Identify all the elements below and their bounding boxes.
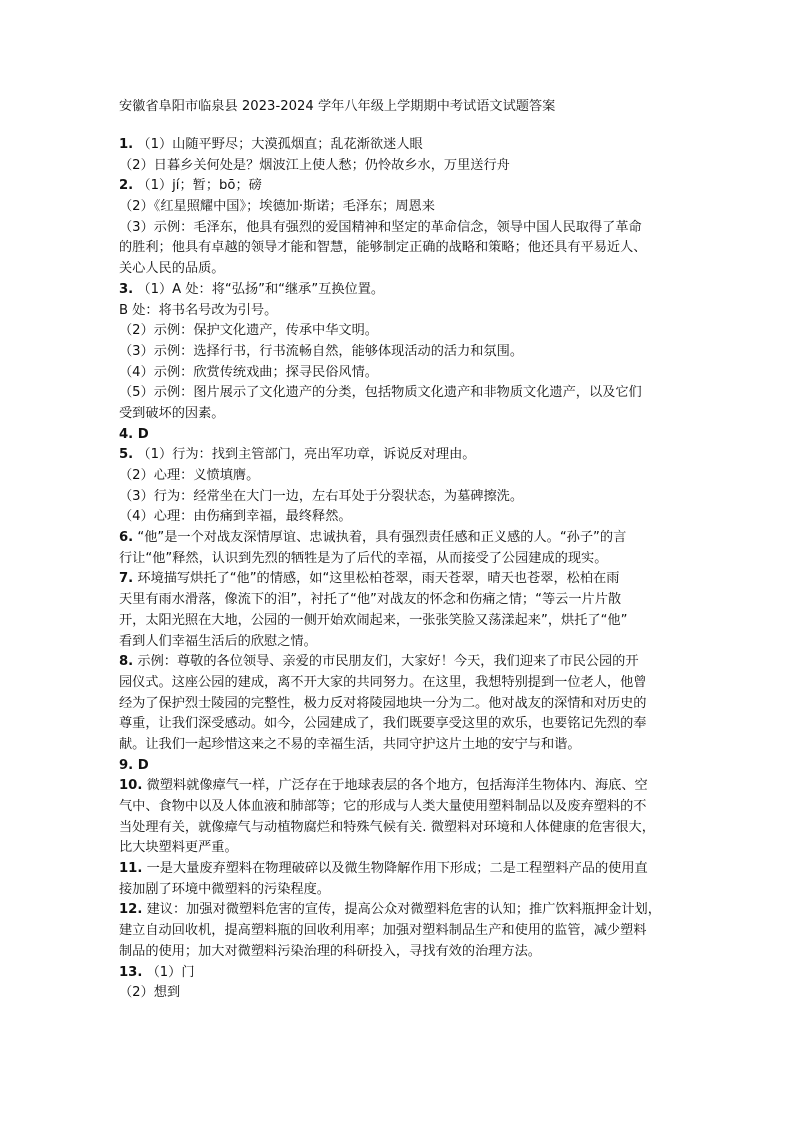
answer-line — [119, 797, 687, 818]
answer-line — [119, 321, 687, 342]
answer-text: （1）行为：找到主管部门，亮出军功章，诉说反对理由。 — [133, 447, 476, 463]
answer-line — [119, 963, 687, 984]
answer-text: （3）示例：毛泽东，他具有强烈的爱国精神和坚定的革命信念，领导中国人民取得了革命 — [119, 219, 642, 235]
answer-content — [119, 135, 687, 1004]
answer-text: 一是大量废弃塑料在物理破碎以及微生物降解作用下形成；二是工程塑料产品的使用直 — [142, 861, 648, 877]
answer-text: （2）《红星照耀中国》；埃德加·斯诺；毛泽东；周恩来 — [119, 199, 435, 215]
answer-text: （2）想到 — [119, 985, 181, 1001]
question-number: 9. D — [119, 757, 149, 773]
answer-text: （3）示例：选择行书，行书流畅自然，能够体现活动的活力和氛围。 — [119, 343, 524, 359]
answer-text: （2）示例：保护文化遗产，传承中华文明。 — [119, 323, 378, 339]
answer-line — [119, 363, 687, 384]
answer-text: 接加剧了环境中微塑料的污染程度。 — [119, 881, 330, 897]
question-number: 6. — [119, 530, 134, 546]
question-number: 11. — [119, 861, 143, 877]
answer-text: （4）示例：欣赏传统戏曲；探寻民俗风情。 — [119, 364, 378, 380]
answer-line — [119, 735, 687, 756]
answer-line — [119, 859, 687, 880]
answer-line — [119, 445, 687, 466]
answer-text: B 处：将书名号改为引号。 — [119, 302, 278, 318]
answer-text: （1）A 处：将“弘扬”和“继承”互换位置。 — [133, 281, 385, 297]
answer-line — [119, 900, 687, 921]
answer-line — [119, 238, 687, 259]
answer-text: 关心人民的品质。 — [119, 261, 225, 277]
answer-text: 行让“他”释然，认识到先烈的牺牲是为了后代的幸福，从而接受了公园建成的现实。 — [119, 550, 608, 566]
answer-line — [119, 176, 687, 197]
answer-line — [119, 301, 687, 322]
answer-line — [119, 611, 687, 632]
answer-text: 尊重，让我们深受感动。如今，公园建成了，我们既要享受这里的欢乐，也要铭记先烈的奉 — [119, 716, 647, 732]
answer-line — [119, 425, 687, 446]
answer-text: 建立自动回收机，提高塑料瓶的回收利用率；加强对塑料制品生产和使用的监管，减少塑料 — [119, 923, 647, 939]
answer-text: 看到人们幸福生活后的欣慰之情。 — [119, 633, 317, 649]
answer-text: （5）示例：图片展示了文化遗产的分类，包括物质文化遗产和非物质文化遗产，以及它们 — [119, 385, 642, 401]
answer-line — [119, 528, 687, 549]
answer-text: 制品的使用；加大对微塑料污染治理的科研投入，寻找有效的治理方法。 — [119, 943, 541, 959]
answer-line — [119, 694, 687, 715]
answer-text: 的胜利；他具有卓越的领导才能和智慧，能够制定正确的战略和策略；他还具有平易近人、 — [119, 240, 647, 256]
answer-text: 示例：尊敬的各位领导、亲爱的市民朋友们，大家好！今天，我们迎来了市民公园的开 — [133, 654, 639, 670]
answer-text: 天里有雨水滑落，像流下的泪”，衬托了“他”对战友的怀念和伤痛之情；“等云一片片散 — [119, 592, 622, 608]
question-number: 7. — [119, 571, 134, 587]
question-number: 10. — [119, 778, 143, 794]
question-number: 4. D — [119, 426, 149, 442]
answer-text: 献。让我们一起珍惜这来之不易的幸福生活，共同守护这片土地的安宁与和谐。 — [119, 736, 581, 752]
answer-line — [119, 549, 687, 570]
answer-text: 经为了保护烈士陵园的完整性，极力反对将陵园地块一分为二。他对战友的深情和对历史的 — [119, 695, 647, 711]
answer-text: 环境描写烘托了“他”的情感，如“这里松柏苍翠，雨天苍翠，晴天也苍翠，松柏在雨 — [133, 571, 620, 587]
answer-line — [119, 838, 687, 859]
answer-text: 建议：加强对微塑料危害的宣传，提高公众对微塑料危害的认知；推广饮料瓶押金计划， — [142, 902, 661, 918]
answer-text: （1）jí；暂；bō；磅 — [133, 178, 262, 194]
answer-text: 开，太阳光照在大地，公园的一侧开始欢闹起来，一张张笑脸又荡漾起来”，烘托了“他” — [119, 612, 628, 628]
answer-text: （3）行为：经常坐在大门一边，左右耳处于分裂状态，为墓碑擦洗。 — [119, 488, 524, 504]
answer-line — [119, 404, 687, 425]
answer-line — [119, 569, 687, 590]
answer-line — [119, 280, 687, 301]
answer-text: （1）门 — [142, 964, 195, 980]
answer-line — [119, 942, 687, 963]
answer-line — [119, 487, 687, 508]
answer-line — [119, 342, 687, 363]
answer-line — [119, 652, 687, 673]
question-number: 1. — [119, 137, 134, 152]
answer-line — [119, 590, 687, 611]
answer-line — [119, 756, 687, 777]
answer-text: 气中、食物中以及人体血液和肺部等；它的形成与人类大量使用塑料制品以及废弃塑料的不 — [119, 799, 647, 814]
answer-text: （4）心理：由伤痛到幸福，最终释然。 — [119, 509, 352, 525]
answer-text: （1）山随平野尽；大漠孤烟直；乱花渐欲迷人眼 — [133, 137, 423, 152]
answer-line — [119, 673, 687, 694]
question-number: 5. — [119, 447, 134, 463]
answer-line — [119, 507, 687, 528]
answer-line — [119, 818, 687, 839]
answer-text: 比大块塑料更严重。 — [119, 840, 238, 856]
answer-line — [119, 880, 687, 901]
answer-line — [119, 259, 687, 280]
document-title: 安徽省阜阳市临泉县 2023-2024 学年八年级上学期期中考试语文试题答案 — [119, 99, 556, 114]
answer-text: （2）心理：义愤填膺。 — [119, 468, 260, 483]
answer-text: （2）日暮乡关何处是？烟波江上使人愁；仍怜故乡水，万里送行舟 — [119, 157, 510, 173]
answer-line — [119, 197, 687, 218]
answer-text: 当处理有关，就像瘴气与动植物腐烂和特殊气候有关. 微塑料对环境和人体健康的危害很大， — [119, 819, 655, 835]
answer-text: “他”是一个对战友深情厚谊、忠诚执着，具有强烈责任感和正义感的人。“孙子”的言 — [133, 530, 627, 546]
answer-text: 园仪式。这座公园的建成，离不开大家的共同努力。在这里，我想特别提到一位老人，他曾 — [119, 674, 647, 690]
answer-text: 受到破坏的因素。 — [119, 405, 225, 421]
answer-line — [119, 135, 687, 156]
answer-line — [119, 632, 687, 653]
answer-line — [119, 466, 687, 487]
answer-line — [119, 156, 687, 177]
answer-line — [119, 714, 687, 735]
answer-line — [119, 383, 687, 404]
answer-line — [119, 218, 687, 239]
question-number: 13. — [119, 964, 143, 980]
question-number: 12. — [119, 902, 143, 918]
answer-line — [119, 776, 687, 797]
answer-line — [119, 921, 687, 942]
question-number: 2. — [119, 178, 134, 194]
answer-text: 微塑料就像瘴气一样，广泛存在于地球表层的各个地方，包括海洋生物体内、海底、空 — [142, 778, 648, 794]
question-number: 3. — [119, 281, 134, 297]
answer-line — [119, 983, 687, 1004]
question-number: 8. — [119, 654, 134, 670]
